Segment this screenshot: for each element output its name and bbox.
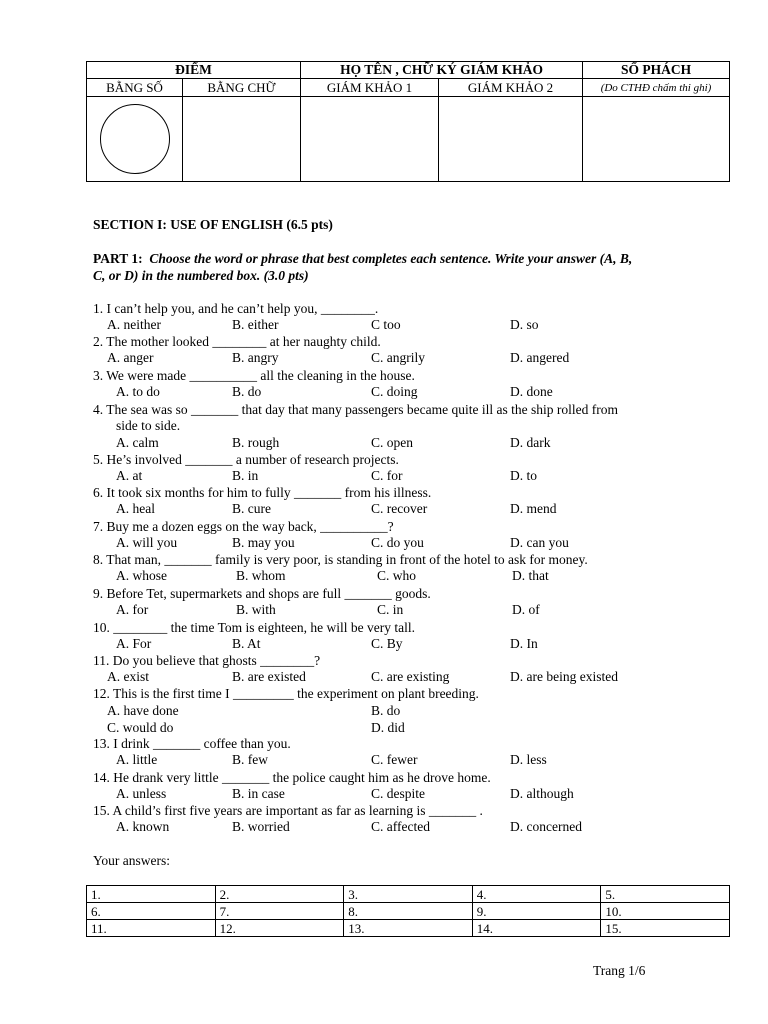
question-8-option-d[interactable]: D. that xyxy=(512,568,549,583)
question-14-option-a[interactable]: A. unless xyxy=(116,786,167,801)
question-10-option-d[interactable]: D. In xyxy=(510,636,538,651)
question-7-option-c[interactable]: C. do you xyxy=(371,535,424,550)
question-10-option-c[interactable]: C. By xyxy=(371,636,403,651)
score-words-cell[interactable] xyxy=(183,97,301,182)
answer-cell-13[interactable]: 13. xyxy=(344,920,473,937)
question-6-option-c[interactable]: C. recover xyxy=(371,501,428,516)
question-5-option-b[interactable]: B. in xyxy=(232,468,259,483)
question-10: 10. ________ the time Tom is eighteen, he will be very tall. xyxy=(93,620,415,635)
question-2-option-c[interactable]: C. angrily xyxy=(371,350,425,365)
question-3-option-c[interactable]: C. doing xyxy=(371,384,418,399)
score-circle xyxy=(100,104,170,174)
question-1-option-d[interactable]: D. so xyxy=(510,317,539,332)
question-6-option-b[interactable]: B. cure xyxy=(232,501,271,516)
question-14-option-d[interactable]: D. although xyxy=(510,786,574,801)
bang-chu-header: BẰNG CHỮ xyxy=(183,79,301,97)
answer-cell-9[interactable]: 9. xyxy=(472,903,601,920)
question-6-option-a[interactable]: A. heal xyxy=(116,501,155,516)
answer-cell-12[interactable]: 12. xyxy=(215,920,344,937)
question-8-option-a[interactable]: A. whose xyxy=(116,568,167,583)
question-13-option-d[interactable]: D. less xyxy=(510,752,547,767)
question-7-option-d[interactable]: D. can you xyxy=(510,535,569,550)
question-4: 4. The sea was so _______ that day that many passengers became quite ill as the ship rolled from xyxy=(93,402,618,417)
question-1-option-b[interactable]: B. either xyxy=(232,317,279,332)
question-2-option-a[interactable]: A. anger xyxy=(107,350,154,365)
question-7: 7. Buy me a dozen eggs on the way back, __________? xyxy=(93,519,394,534)
question-11-option-d[interactable]: D. are being existed xyxy=(510,669,618,684)
question-15-option-c[interactable]: C. affected xyxy=(371,819,430,834)
your-answers-label: Your answers: xyxy=(93,853,171,868)
question-1-option-c[interactable]: C too xyxy=(371,317,401,332)
so-phach-cell[interactable] xyxy=(583,97,730,182)
question-5-option-c[interactable]: C. for xyxy=(371,468,403,483)
question-3-option-b[interactable]: B. do xyxy=(232,384,262,399)
answer-row xyxy=(87,920,730,937)
question-4-option-d[interactable]: D. dark xyxy=(510,435,551,450)
question-14: 14. He drank very little _______ the police caught him as he drove home. xyxy=(93,770,491,785)
question-4-continued: side to side. xyxy=(116,418,181,433)
score-number-cell[interactable] xyxy=(87,97,183,182)
giam-khao-2-header: GIÁM KHẢO 2 xyxy=(439,79,583,97)
question-8-option-c[interactable]: C. who xyxy=(377,568,417,583)
question-11-option-c[interactable]: C. are existing xyxy=(371,669,450,684)
part1-instruction-line2: C, or D) in the numbered box. (3.0 pts) xyxy=(93,268,309,283)
question-4-option-c[interactable]: C. open xyxy=(371,435,413,450)
question-3-option-a[interactable]: A. to do xyxy=(116,384,160,399)
question-12-option-c[interactable]: C. would do xyxy=(107,720,174,735)
question-15-option-a[interactable]: A. known xyxy=(116,819,170,834)
answer-cell-10[interactable]: 10. xyxy=(601,903,730,920)
diem-header: ĐIỂM xyxy=(87,62,301,79)
part1-instruction-line1: Choose the word or phrase that best completes each sentence. Write your answer (A, B, xyxy=(149,251,633,266)
question-8: 8. That man, _______ family is very poor, is standing in front of the hotel to ask for money. xyxy=(93,552,588,567)
question-12-option-b[interactable]: B. do xyxy=(371,703,401,718)
examiner-2-cell[interactable] xyxy=(439,97,583,182)
question-6: 6. It took six months for him to fully _______ from his illness. xyxy=(93,485,432,500)
question-2-option-d[interactable]: D. angered xyxy=(510,350,570,365)
part1-label: PART 1: xyxy=(93,251,143,266)
question-4-option-b[interactable]: B. rough xyxy=(232,435,280,450)
examiner-header: HỌ TÊN , CHỮ KÝ GIÁM KHẢO xyxy=(301,62,583,79)
question-12-option-a[interactable]: A. have done xyxy=(107,703,179,718)
question-13-option-b[interactable]: B. few xyxy=(232,752,268,767)
answer-row xyxy=(87,903,730,920)
question-7-option-b[interactable]: B. may you xyxy=(232,535,295,550)
answer-cell-1[interactable]: 1. xyxy=(87,886,216,903)
answer-cell-2[interactable]: 2. xyxy=(215,886,344,903)
question-11-option-a[interactable]: A. exist xyxy=(107,669,149,684)
question-9-option-a[interactable]: A. for xyxy=(116,602,149,617)
question-3-option-d[interactable]: D. done xyxy=(510,384,553,399)
section-title: SECTION I: USE OF ENGLISH (6.5 pts) xyxy=(93,217,333,232)
question-8-option-b[interactable]: B. whom xyxy=(236,568,286,583)
question-15-option-b[interactable]: B. worried xyxy=(232,819,290,834)
question-5-option-d[interactable]: D. to xyxy=(510,468,537,483)
part1-instruction xyxy=(93,250,733,284)
giam-khao-1-header: GIÁM KHẢO 1 xyxy=(301,79,439,97)
question-11: 11. Do you believe that ghosts ________? xyxy=(93,653,321,668)
question-14-option-c[interactable]: C. despite xyxy=(371,786,425,801)
so-phach-note: (Do CTHĐ chấm thi ghi) xyxy=(583,79,730,97)
question-9: 9. Before Tet, supermarkets and shops are full _______ goods. xyxy=(93,586,431,601)
question-7-option-a[interactable]: A. will you xyxy=(116,535,178,550)
answer-cell-4[interactable]: 4. xyxy=(472,886,601,903)
question-9-option-d[interactable]: D. of xyxy=(512,602,540,617)
answer-row xyxy=(87,886,730,903)
question-2-option-b[interactable]: B. angry xyxy=(232,350,279,365)
answer-cell-7[interactable]: 7. xyxy=(215,903,344,920)
question-10-option-b[interactable]: B. At xyxy=(232,636,261,651)
question-9-option-c[interactable]: C. in xyxy=(377,602,404,617)
answer-cell-14[interactable]: 14. xyxy=(472,920,601,937)
page-number: Trang 1/6 xyxy=(593,963,646,978)
question-4-option-a[interactable]: A. calm xyxy=(116,435,159,450)
question-15: 15. A child’s first five years are important as far as learning is _______ . xyxy=(93,803,483,818)
answer-cell-3[interactable]: 3. xyxy=(344,886,473,903)
so-phach-header: SỐ PHÁCH xyxy=(583,62,730,79)
question-11-option-b[interactable]: B. are existed xyxy=(232,669,306,684)
question-10-option-a[interactable]: A. For xyxy=(116,636,152,651)
question-1-option-a[interactable]: A. neither xyxy=(107,317,161,332)
answer-cell-11[interactable]: 11. xyxy=(87,920,216,937)
question-13: 13. I drink _______ coffee than you. xyxy=(93,736,291,751)
question-5: 5. He’s involved _______ a number of research projects. xyxy=(93,452,399,467)
answer-cell-6[interactable]: 6. xyxy=(87,903,216,920)
question-12-option-d[interactable]: D. did xyxy=(371,720,405,735)
examiner-1-cell[interactable] xyxy=(301,97,439,182)
question-3: 3. We were made __________ all the cleaning in the house. xyxy=(93,368,415,383)
answer-cell-5[interactable]: 5. xyxy=(601,886,730,903)
question-13-option-a[interactable]: A. little xyxy=(116,752,158,767)
score-header-table xyxy=(86,61,730,182)
question-12: 12. This is the first time I _________ the experiment on plant breeding. xyxy=(93,686,479,701)
question-9-option-b[interactable]: B. with xyxy=(236,602,276,617)
question-15-option-d[interactable]: D. concerned xyxy=(510,819,582,834)
answer-cell-8[interactable]: 8. xyxy=(344,903,473,920)
question-14-option-b[interactable]: B. in case xyxy=(232,786,285,801)
question-1: 1. I can’t help you, and he can’t help you, ________. xyxy=(93,301,379,316)
question-2: 2. The mother looked ________ at her naughty child. xyxy=(93,334,381,349)
question-6-option-d[interactable]: D. mend xyxy=(510,501,557,516)
answer-grid xyxy=(86,885,730,937)
bang-so-header: BẰNG SỐ xyxy=(87,79,183,97)
answer-cell-15[interactable]: 15. xyxy=(601,920,730,937)
question-13-option-c[interactable]: C. fewer xyxy=(371,752,418,767)
question-5-option-a[interactable]: A. at xyxy=(116,468,143,483)
